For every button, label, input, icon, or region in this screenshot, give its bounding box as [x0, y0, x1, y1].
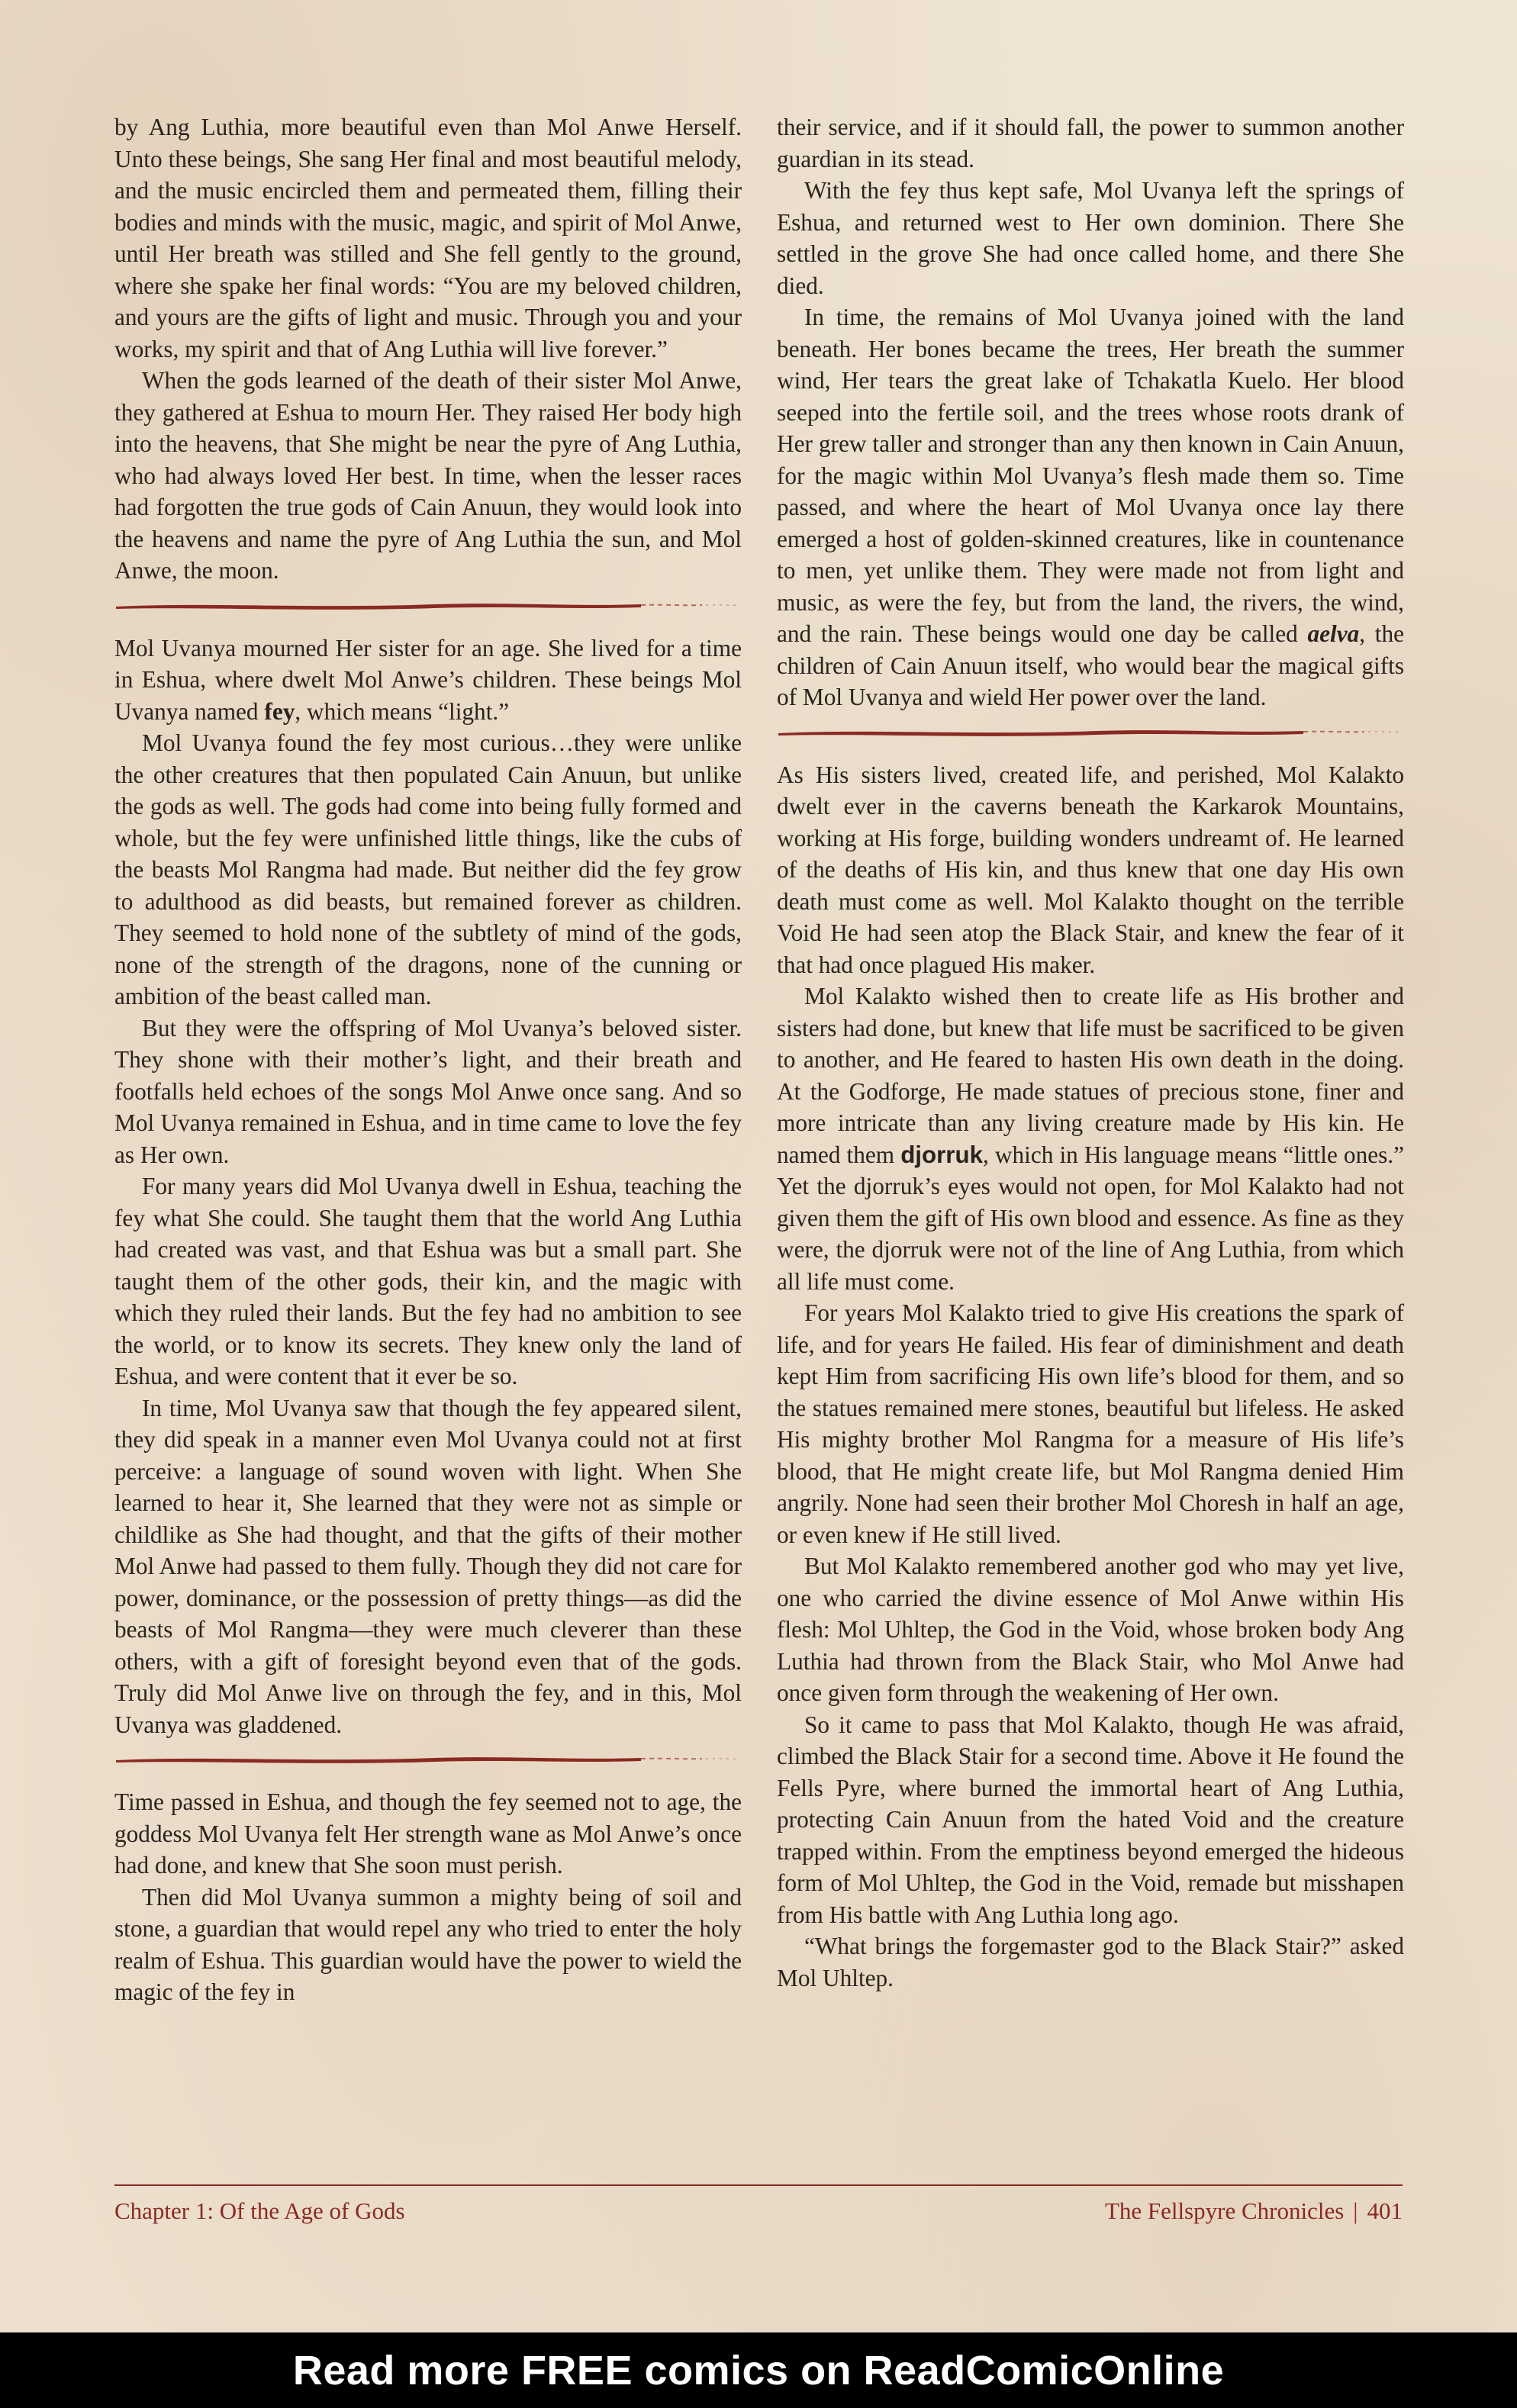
- term-djorruk: djorruk: [900, 1141, 983, 1168]
- paragraph: Mol Kalakto wished then to create life as His brother and sisters had done, but knew that life must be sacrificed to be given to another, and He feared to hasten His own death in the doing. At the Godforge, He made statues of precious stone, finer and more intricate than any living creature made by His kin. He named them djorruk, which in His language means “little ones.” Yet the djorruk’s eyes would not open, for Mol Kalakto had not given them the gift of His own blood and essence. As fine as they were, the djorruk were not of the line of Ang Luthia, from which all life must come.: [777, 983, 1405, 1295]
- section-divider: [777, 713, 1404, 759]
- section-divider: [114, 587, 742, 633]
- promo-banner-text[interactable]: Read more FREE comics on ReadComicOnline: [292, 2347, 1225, 2394]
- promo-banner[interactable]: [0, 2332, 1517, 2408]
- paragraph: In time, Mol Uvanya saw that though the fey appeared silent, they did speak in a manner even Mol Uvanya could not at first perceive: a language of sound woven with light. When She learned to hear it, She learned that they were not as simple or childlike as She had thought, and that the gifts of their mother Mol Anwe had passed to them fully. Though they did not care for power, dominance, or the possession of pretty things—as did the beasts of Mol Rangma—they were much cleverer than these others, with a gift of foresight beyond even that of the gods. Truly did Mol Anwe live on through the fey, and in this, Mol Uvanya was gladdened.: [114, 1394, 742, 1738]
- paragraph: So it came to pass that Mol Kalakto, though He was afraid, climbed the Black Stair for a second time. Above it He found the Fells Pyre, where burned the immortal heart of Ang Luthia, protecting Cain Anuun from the hated Void and the creature trapped within. From the emptiness beyond emerged the hideous form of Mol Uhltep, the God in the Void, remade but misshapen from His battle with Ang Luthia long ago.: [777, 1711, 1404, 1928]
- paragraph: For many years did Mol Uvanya dwell in Eshua, teaching the fey what She could. She taught them that the world Ang Luthia had created was vast, and that Eshua was but a small part. She taught them of the other gods, their kin, and the magic with which they ruled their lands. But the fey had no ambition to see the world, or to know its secrets. They knew only the land of Eshua, and were content that it ever be so.: [114, 1173, 742, 1389]
- paragraph: When the gods learned of the death of their sister Mol Anwe, they gathered at Eshua to mourn Her. They raised Her body high into the heavens, that She might be near the pyre of Ang Luthia, who had always loved Her best. In time, when the lesser races had forgotten the true gods of Cain Anuun, they would look into the heavens and name the pyre of Ang Luthia the sun, and Mol Anwe, the moon.: [114, 367, 742, 584]
- term-aelva: aelva: [1307, 620, 1360, 647]
- page-number: 401: [1367, 2197, 1403, 2224]
- paragraph: Mol Uvanya found the fey most curious…they were unlike the other creatures that then populated Cain Anuun, but unlike the gods as well. The gods had come into being fully formed and whole, but the fey were unfinished little things, like the cubs of the beasts Mol Rangma had made. But neither did the fey grow to adulthood as did beasts, but remained forever as children. They seemed to hold none of the subtlety of mind of the gods, none of the strength of the dragons, none of the cunning or ambition of the beast called man.: [114, 729, 742, 1009]
- paragraph: But they were the offspring of Mol Uvanya’s beloved sister. They shone with their mother’s light, and their breath and footfalls held echoes of the songs Mol Anwe once sang. And so Mol Uvanya remained in Eshua, and in time came to love the fey as Her own.: [114, 1014, 742, 1168]
- paragraph: Time passed in Eshua, and though the fey seemed not to age, the goddess Mol Uvanya felt Her strength wane as Mol Anwe’s once had done, and knew that She soon must perish.: [114, 1788, 742, 1878]
- brush-stroke-divider: [114, 597, 742, 614]
- paragraph: For years Mol Kalakto tried to give His creations the spark of life, and for years He failed. His fear of diminishment and death kept Him from sacrificing His own life’s blood for them, and so the statues remained mere stones, beautiful but lifeless. He asked His mighty brother Mol Rangma for a measure of His life’s blood, that He might create life, but Mol Rangma denied Him angrily. None had seen their brother Mol Choresh in half an age, or even knew if He still lived.: [777, 1299, 1404, 1548]
- paragraph: In time, the remains of Mol Uvanya joined with the land beneath. Her bones became the trees, Her breath the summer wind, Her tears the great lake of Tchakatla Kuelo. Her blood seeped into the fertile soil, and the trees whose roots drank of Her grew taller and stronger than any then known in Cain Anuun, for the magic within Mol Uvanya’s flesh made them so. Time passed, and where the heart of Mol Uvanya once lay there emerged a host of golden-skinned creatures, like in countenance to men, yet unlike them. They were made not from light and music, as were the fey, but from the land, the rivers, the wind, and the rain. These beings would one day be called aelva, the children of Cain Anuun itself, who would bear the magical gifts of Mol Uvanya and wield Her power over the land.: [777, 304, 1404, 710]
- brush-stroke-divider: [777, 724, 1404, 741]
- footer-separator: |: [1353, 2197, 1358, 2224]
- brush-stroke-divider: [114, 1751, 742, 1768]
- section-divider: [114, 1740, 742, 1786]
- footer-rule: [114, 2184, 1403, 2186]
- paragraph: “What brings the forgemaster god to the Black Stair?” asked Mol Uhltep.: [777, 1933, 1404, 1991]
- term-fey: fey: [264, 697, 295, 725]
- paragraph: Then did Mol Uvanya summon a mighty being of soil and stone, a guardian that would repel any who tried to enter the holy realm of Eshua. This guardian would have the power to wield the magic of the fey in: [114, 1883, 742, 2005]
- paragraph: With the fey thus kept safe, Mol Uvanya left the springs of Eshua, and returned west to Her own dominion. There She settled in the grove She had once called home, and there She died.: [777, 177, 1404, 299]
- paragraph: But Mol Kalakto remembered another god who may yet live, one who carried the divine essence of Mol Anwe within His flesh: Mol Uhltep, the God in the Void, whose broken body Ang Luthia had thrown from the Black Stair, who Mol Anwe had once given form through the weakening of Her own.: [777, 1553, 1404, 1706]
- chapter-title: Chapter 1: Of the Age of Gods: [114, 2197, 405, 2224]
- paragraph: by Ang Luthia, more beautiful even than Mol Anwe Herself. Unto these beings, She sang Her final and most beautiful melody, and the music encircled them and permeated them, filling their bodies and minds with the music, magic, and spirit of Mol Anwe, until Her breath was stilled and She fell gently to the ground, where she spake her final words: “You are my beloved children, and yours are the gifts of light and music. Through you and your works, my spirit and that of Ang Luthia will live forever.”: [114, 114, 742, 362]
- paragraph: Mol Uvanya mourned Her sister for an age. She lived for a time in Eshua, where dwelt Mol Anwe’s children. These beings Mol Uvanya named fey, which means “light.”: [114, 634, 742, 725]
- left-column: [114, 111, 742, 2008]
- book-title: The Fellspyre Chronicles: [1104, 2197, 1345, 2224]
- book-title-and-page: [1105, 2197, 1403, 2225]
- paragraph: their service, and if it should fall, the power to summon another guardian in its stead.: [777, 114, 1404, 172]
- right-column: [777, 111, 1404, 1994]
- paragraph: As His sisters lived, created life, and perished, Mol Kalakto dwelt ever in the caverns beneath the Karkarok Mountains, working at His forge, building wonders undreamt of. He learned of the deaths of His kin, and thus knew that one day His own death must come as well. Mol Kalakto thought on the terrible Void He had seen atop the Black Stair, and knew the fear of it that had once plagued His maker.: [777, 761, 1404, 978]
